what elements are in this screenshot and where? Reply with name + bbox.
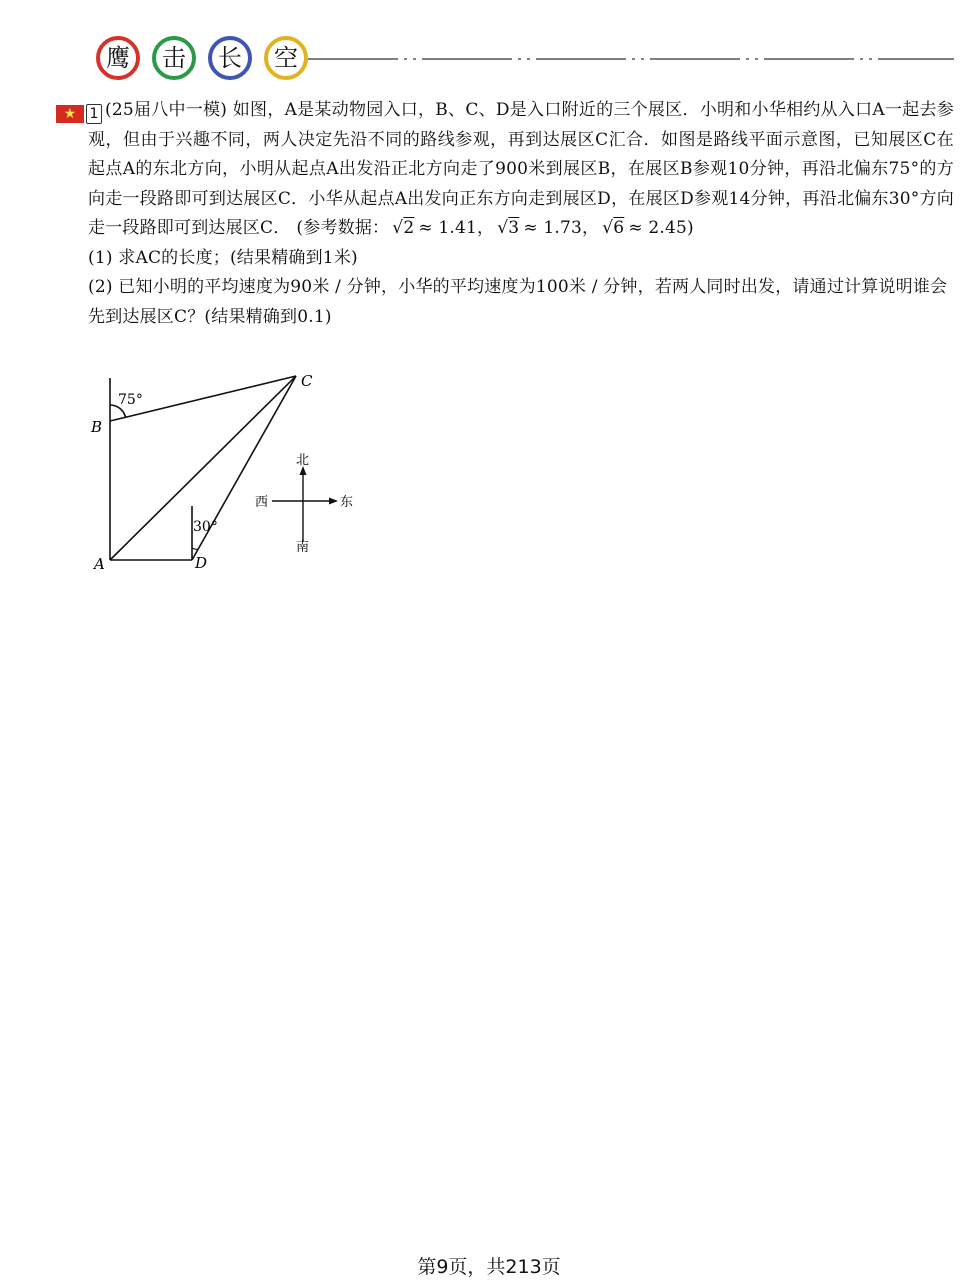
sqrt-2-value: ≈ 1.41， [418,218,495,238]
stem-text: (25届八中一模) 如图，A是某动物园入口，B、C、D是入口附近的三个展区．小明和小华相约从入口A一起去参观，但由于兴趣不同，两人决定先沿不同的路线参观，再到达展区C汇合．如图是路线平面示意图，已知展区C在起点A的东北方向，小明从起点A出发沿正北方向走了900米到展区B，在展区B参观10分钟，再沿北偏东75°的方向走一段路即可到达展区C．小华从起点A出发向正东方向走到展区D，在展区D参观14分钟，再沿北偏东30°方向走一段路即可到达展区C． [88,100,954,238]
question-stem [63,96,954,244]
angle-label-d: 30° [193,519,218,535]
page-footer: 第9页，共213页 [417,1256,561,1278]
route-diagram [84,364,384,584]
angle-arc-d [192,548,198,550]
question-number: 1 [86,104,102,124]
reference-label: (参考数据： [296,218,390,238]
compass [272,466,338,542]
sqrt-6-value: ≈ 2.45) [628,218,694,238]
part-2: (2) 已知小明的平均速度为90米 / 分钟，小华的平均速度为100米 / 分钟，若两人同时出发，请通过计算说明谁会先到达展区C？(结果精确到0.1) [88,277,948,327]
route-diagram-svg [84,364,384,584]
compass-east: 东 [340,495,354,510]
question-block [63,96,954,332]
compass-south: 南 [296,540,310,555]
label-c: C [301,372,313,390]
star-icon: ★ [56,105,84,123]
badge-kong: 空 [264,36,308,80]
part-1: (1) 求AC的长度；(结果精确到1米) [88,247,358,268]
badge-ying: 鹰 [96,36,140,80]
east-arrow-icon [329,498,338,505]
sqrt-6: √6 [602,218,625,238]
sqrt-3: √3 [497,218,520,238]
sqrt-2: √2 [392,218,415,238]
label-a: A [94,555,105,573]
compass-west: 西 [255,495,269,510]
header-rule [308,57,954,60]
angle-label-b: 75° [118,392,143,408]
badge-chang: 长 [208,36,252,80]
label-d: D [195,554,208,572]
compass-north: 北 [296,453,310,468]
badge-ji: 击 [152,36,196,80]
page-header [96,36,956,86]
sqrt-3-value: ≈ 1.73， [523,218,600,238]
label-b: B [91,418,103,436]
